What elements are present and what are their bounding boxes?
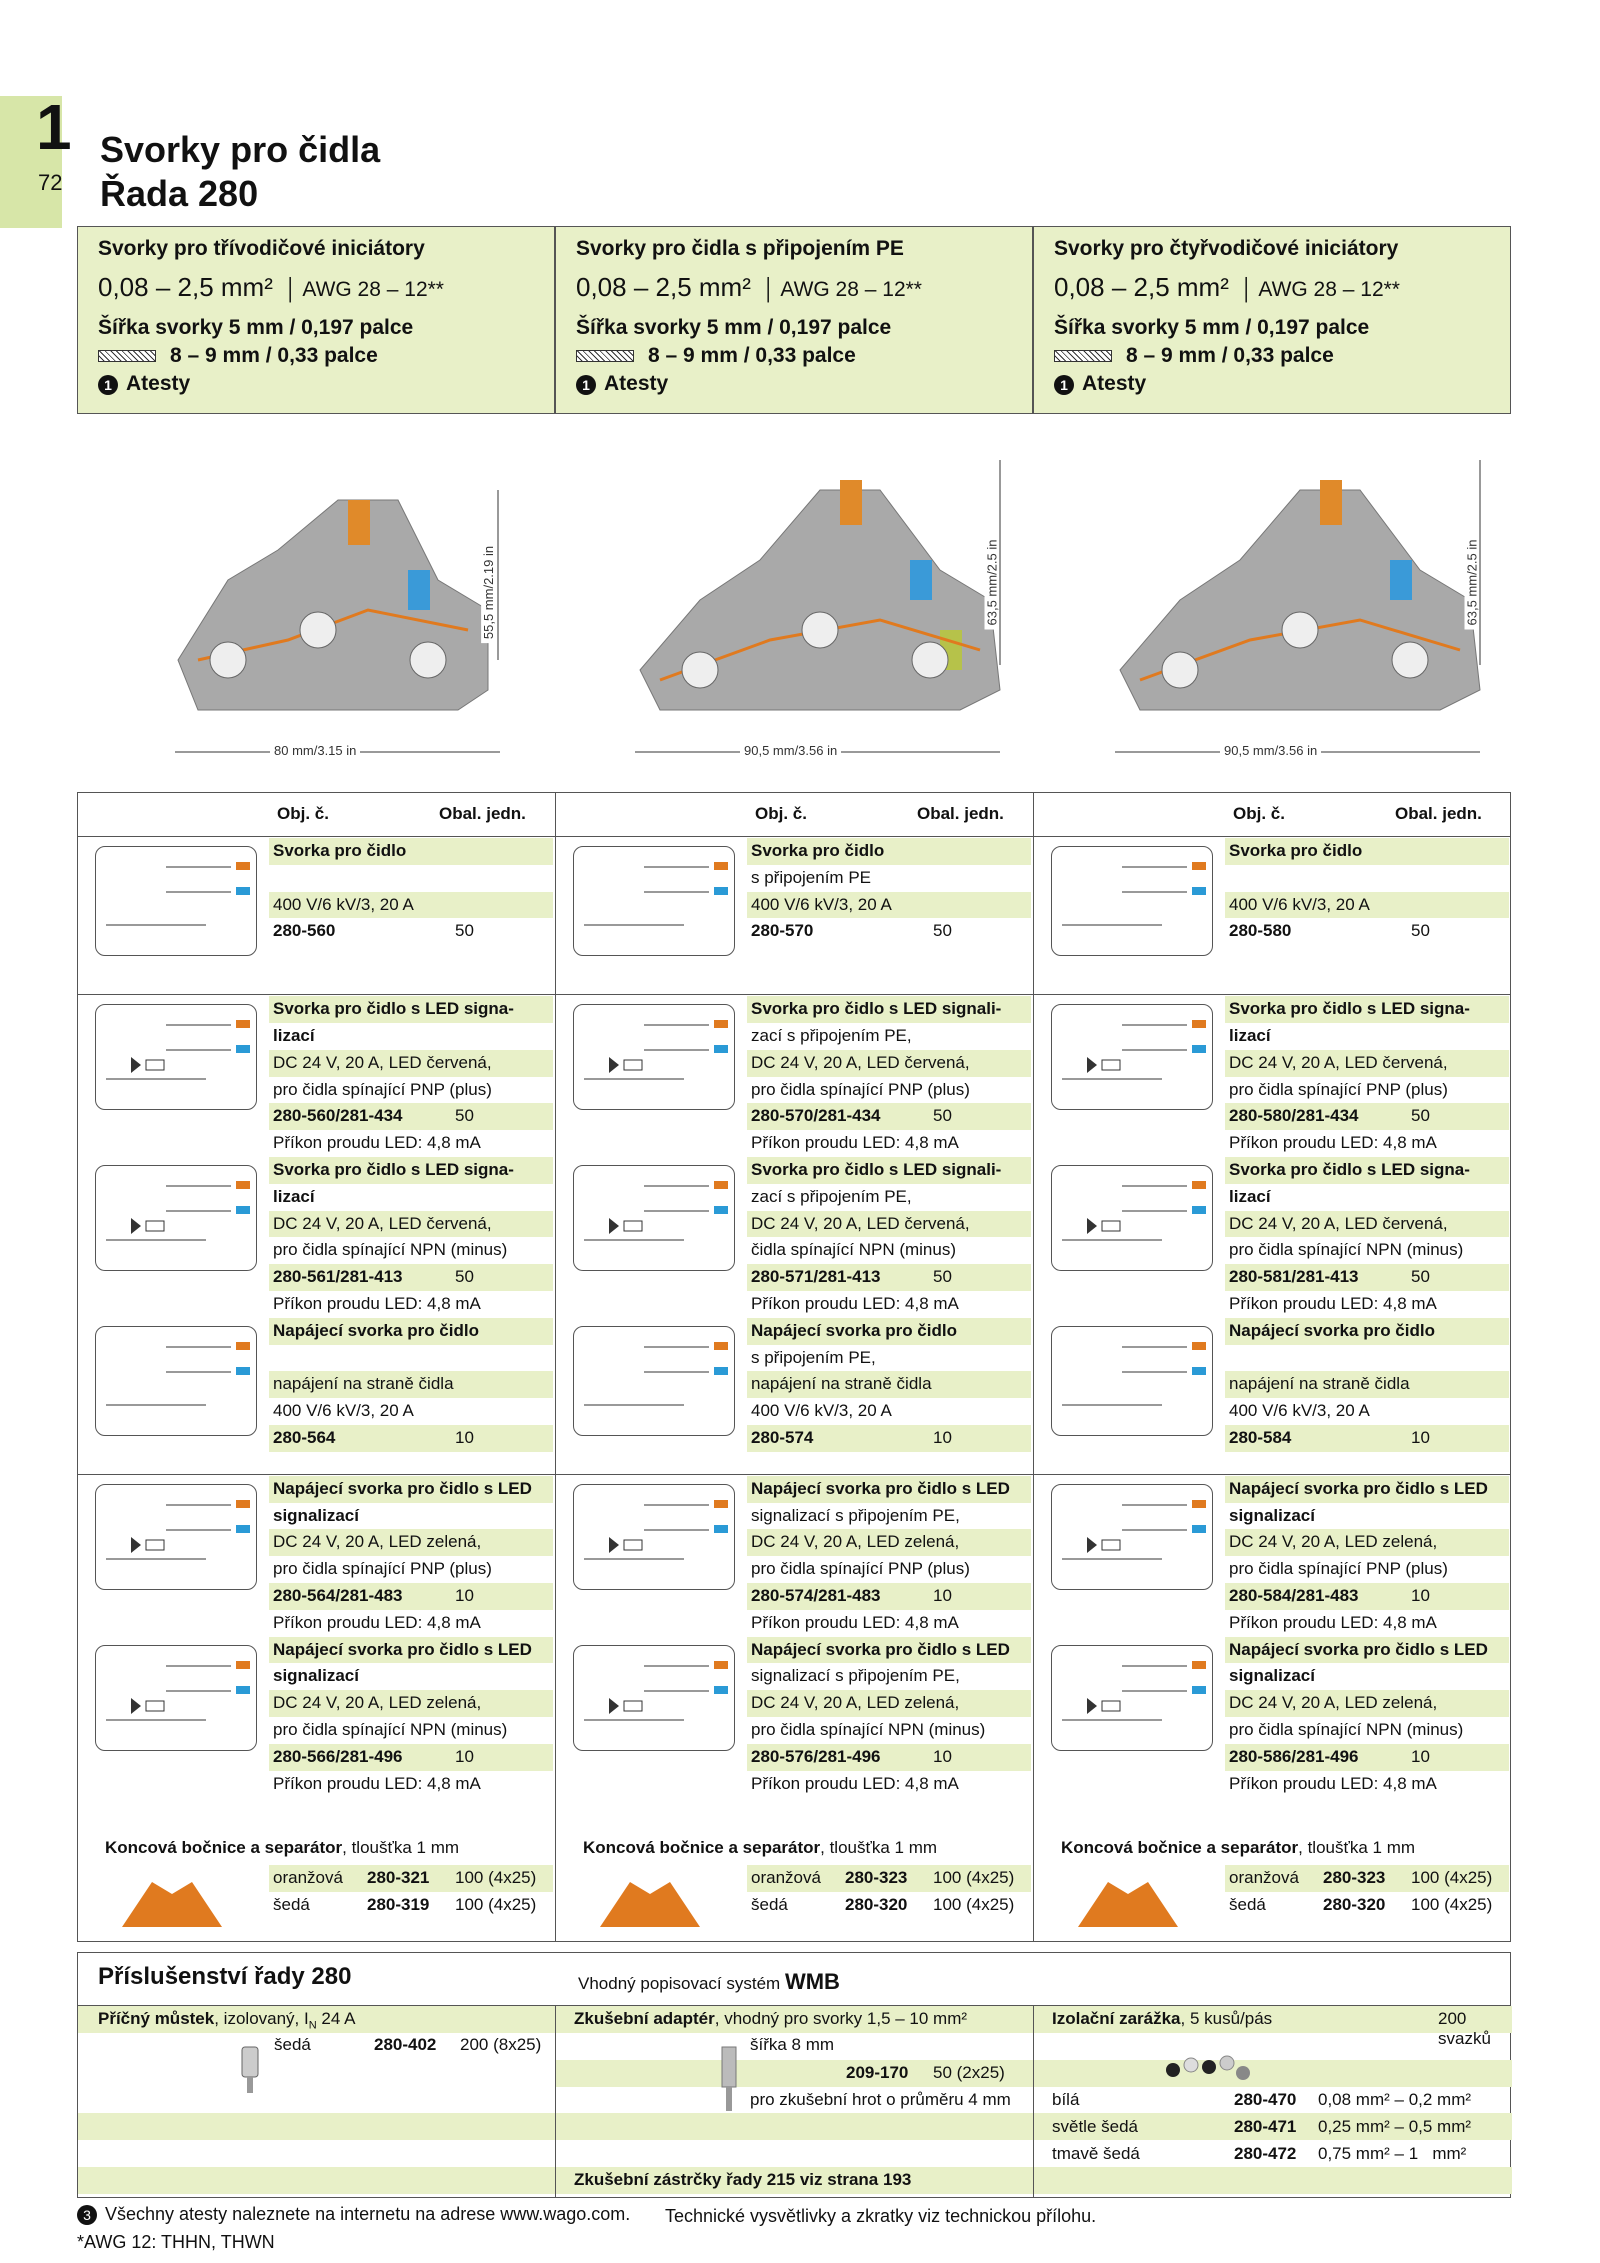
product-line: 280-580/281-434	[1229, 1106, 1359, 1126]
circuit-icon	[1052, 1005, 1212, 1109]
strip-length-icon	[576, 350, 634, 362]
product-line: DC 24 V, 20 A, LED zelená,	[751, 1693, 960, 1713]
product-line: signalizací	[273, 1505, 359, 1525]
approvals-icon: 1	[98, 375, 118, 395]
approvals-icon: 1	[576, 375, 596, 395]
product-line: Příkon proudu LED: 4,8 mA	[751, 1612, 959, 1632]
title-line-1: Svorky pro čidla	[100, 129, 381, 170]
col-head-pack: Obal. jedn.	[917, 804, 1004, 823]
circuit-icon	[574, 1005, 734, 1109]
end-plate-icon	[117, 1872, 227, 1932]
pack-unit: 10	[933, 1586, 952, 1606]
circuit-diagram	[95, 1645, 257, 1751]
product-line: Napájecí svorka pro čidlo s LED	[273, 1639, 532, 1659]
product-line: 280-576/281-496	[751, 1746, 881, 1766]
product-line: čidla spínající NPN (minus)	[751, 1240, 957, 1260]
header-box-2	[555, 226, 1033, 414]
stop-number: 280-470	[1234, 2090, 1297, 2109]
circuit-icon	[96, 1327, 256, 1435]
product-line: Příkon proudu LED: 4,8 mA	[1229, 1612, 1437, 1632]
pack-unit: 50	[455, 921, 474, 941]
end-plate-icon	[595, 1872, 705, 1932]
product-line: pro čidla spínající PNP (plus)	[751, 1079, 970, 1099]
wmb-note: Vhodný popisovací systém WMB	[578, 1969, 840, 1994]
product-line: Napájecí svorka pro čidlo	[273, 1320, 479, 1340]
footer-technical-note: Technické vysvětlivky a zkratky viz technickou přílohu.	[665, 2206, 1097, 2226]
stop-range: 0,75 mm² – 1 mm²	[1318, 2144, 1467, 2163]
product-line: pro čidla spínající PNP (plus)	[273, 1559, 492, 1579]
end-plate-color: šedá	[1229, 1894, 1266, 1914]
product-line: 400 V/6 kV/3, 20 A	[273, 894, 414, 914]
circuit-diagram	[573, 1165, 735, 1271]
stop-number: 280-472	[1234, 2144, 1297, 2163]
product-line: pro čidla spínající NPN (minus)	[751, 1720, 986, 1740]
bridge-icon	[238, 2045, 262, 2095]
end-plate-number: 280-319	[367, 1894, 430, 1914]
product-line: lizací	[273, 1025, 315, 1045]
dim-width-1: 80 mm/3.15 in	[270, 743, 360, 758]
circuit-diagram	[1051, 1484, 1213, 1590]
product-line: Svorka pro čidlo	[1229, 841, 1363, 860]
bridge-title: Příčný můstek, izolovaný, $I_N$ 24 A	[98, 2009, 356, 2032]
end-plate-pack: 100 (4x25)	[1411, 1868, 1493, 1887]
product-line: napájení na straně čidla	[1229, 1374, 1410, 1394]
circuit-icon	[574, 1327, 734, 1435]
circuit-icon	[1052, 1485, 1212, 1589]
product-line: napájení na straně čidla	[273, 1374, 454, 1394]
product-line: 280-570	[751, 921, 814, 941]
product-line: signalizací	[1229, 1505, 1315, 1525]
footer-awg-note: *AWG 12: THHN, THWN	[77, 2232, 275, 2252]
stop-number: 280-471	[1234, 2117, 1297, 2136]
product-line: s připojením PE	[751, 867, 871, 887]
header-wire-range: 0,08 – 2,5 mm² │ AWG 28 – 12**	[98, 272, 444, 302]
adapter-number: 209-170	[846, 2063, 909, 2082]
adapter-icon	[718, 2045, 742, 2115]
end-plate-title: Koncová bočnice a separátor, tloušťka 1 mm	[105, 1838, 460, 1857]
header-strip: 8 – 9 mm / 0,33 palce	[98, 342, 534, 370]
product-line: DC 24 V, 20 A, LED červená,	[1229, 1213, 1448, 1233]
product-line: 400 V/6 kV/3, 20 A	[1229, 894, 1370, 914]
accessories-table	[77, 1952, 1511, 2198]
circuit-icon	[1052, 1327, 1212, 1435]
product-line: DC 24 V, 20 A, LED zelená,	[1229, 1532, 1438, 1552]
product-line: DC 24 V, 20 A, LED červená,	[273, 1213, 492, 1233]
header-wire-range: 0,08 – 2,5 mm² │ AWG 28 – 12**	[576, 272, 922, 302]
stop-color: bílá	[1052, 2090, 1080, 2109]
dim-height-3: 63,5 mm/2.5 in	[1465, 536, 1480, 630]
product-line: 280-571/281-413	[751, 1267, 881, 1287]
pack-unit: 10	[455, 1746, 474, 1766]
col-head-pack: Obal. jedn.	[1395, 804, 1482, 823]
adapter-title: Zkušební adaptér, vhodný pro svorky 1,5 – 10 mm²	[574, 2009, 968, 2028]
end-plate-number: 280-320	[845, 1894, 908, 1914]
circuit-diagram	[95, 1165, 257, 1271]
end-plate-color: oranžová	[1229, 1868, 1299, 1887]
pack-unit: 10	[1411, 1427, 1430, 1447]
header-wire-range: 0,08 – 2,5 mm² │ AWG 28 – 12**	[1054, 272, 1400, 302]
product-line: Příkon proudu LED: 4,8 mA	[273, 1133, 481, 1153]
product-line: Svorka pro čidlo s LED signa-	[273, 1159, 514, 1179]
product-line: 400 V/6 kV/3, 20 A	[1229, 1401, 1370, 1421]
circuit-diagram	[573, 1326, 735, 1436]
end-plate-color: šedá	[751, 1894, 788, 1914]
product-line: DC 24 V, 20 A, LED zelená,	[273, 1532, 482, 1552]
circuit-diagram	[95, 1004, 257, 1110]
pack-unit: 50	[1411, 1106, 1430, 1126]
product-line: 280-566/281-496	[273, 1746, 403, 1766]
circuit-diagram	[1051, 1645, 1213, 1751]
accessories-title: Příslušenství řady 280	[98, 1963, 352, 1990]
bridge-number: 280-402	[374, 2035, 437, 2054]
terminal-photo-1	[178, 500, 488, 710]
product-line: s připojením PE,	[751, 1347, 876, 1367]
header-approvals: 1 Atesty	[576, 370, 1012, 398]
insulation-stop-pack: 200 svazků	[1438, 2009, 1491, 2048]
col-head-pack: Obal. jedn.	[439, 804, 526, 823]
header-title: Svorky pro třívodičové iniciátory	[98, 237, 425, 260]
pack-unit: 10	[933, 1427, 952, 1447]
insulation-stop-icon	[1163, 2045, 1253, 2095]
product-line: 280-560/281-434	[273, 1106, 403, 1126]
product-line: lizací	[273, 1186, 315, 1206]
end-plate-icon	[1073, 1872, 1183, 1932]
product-line: zací s připojením PE,	[751, 1186, 912, 1206]
circuit-icon	[1052, 1166, 1212, 1270]
header-title: Svorky pro čidla s připojením PE	[576, 237, 904, 260]
product-line: Příkon proudu LED: 4,8 mA	[273, 1293, 481, 1313]
circuit-diagram	[95, 1484, 257, 1590]
product-line: lizací	[1229, 1186, 1271, 1206]
page-number: 72	[38, 170, 63, 195]
product-line: 280-561/281-413	[273, 1267, 403, 1287]
strip-length-icon	[98, 350, 156, 362]
product-line: Svorka pro čidlo s LED signa-	[273, 999, 514, 1019]
strip-length-icon	[1054, 350, 1112, 362]
header-strip: 8 – 9 mm / 0,33 palce	[576, 342, 1012, 370]
header-width: Šířka svorky 5 mm / 0,197 palce	[98, 316, 414, 339]
end-plate-color: oranžová	[273, 1868, 343, 1887]
circuit-diagram	[573, 1484, 735, 1590]
product-line: Příkon proudu LED: 4,8 mA	[273, 1773, 481, 1793]
end-plate-pack: 100 (4x25)	[933, 1894, 1015, 1914]
circuit-icon	[574, 847, 734, 955]
product-line: Napájecí svorka pro čidlo	[1229, 1320, 1435, 1340]
bridge-pack: 200 (8x25)	[460, 2035, 542, 2054]
end-plate-title: Koncová bočnice a separátor, tloušťka 1 mm	[1061, 1838, 1416, 1857]
pack-unit: 10	[455, 1427, 474, 1447]
circuit-diagram	[95, 846, 257, 956]
header-box-1	[77, 226, 555, 414]
pack-unit: 10	[1411, 1746, 1430, 1766]
product-line: Příkon proudu LED: 4,8 mA	[1229, 1773, 1437, 1793]
product-line: Napájecí svorka pro čidlo s LED	[1229, 1478, 1488, 1498]
product-line: 280-586/281-496	[1229, 1746, 1359, 1766]
product-line: DC 24 V, 20 A, LED červená,	[751, 1213, 970, 1233]
circuit-diagram	[573, 1645, 735, 1751]
circuit-icon	[96, 1485, 256, 1589]
dim-height-2: 63,5 mm/2.5 in	[985, 536, 1000, 630]
header-box-3	[1033, 226, 1511, 414]
page-title	[100, 128, 380, 216]
product-line: Příkon proudu LED: 4,8 mA	[1229, 1133, 1437, 1153]
product-line: pro čidla spínající PNP (plus)	[1229, 1559, 1448, 1579]
product-line: Svorka pro čidlo	[751, 841, 885, 860]
pack-unit: 50	[933, 921, 952, 941]
product-line: pro čidla spínající PNP (plus)	[751, 1559, 970, 1579]
product-line: 280-580	[1229, 921, 1292, 941]
product-line: Svorka pro čidlo s LED signa-	[1229, 1159, 1470, 1179]
pack-unit: 10	[933, 1746, 952, 1766]
product-line: DC 24 V, 20 A, LED červená,	[273, 1052, 492, 1072]
pack-unit: 10	[455, 1586, 474, 1606]
product-line: pro čidla spínající PNP (plus)	[273, 1079, 492, 1099]
adapter-note: pro zkušební hrot o průměru 4 mm	[750, 2090, 1011, 2109]
circuit-icon	[96, 1166, 256, 1270]
product-line: signalizací	[1229, 1666, 1315, 1686]
chapter-number: 1	[36, 91, 72, 163]
stop-range: 0,25 mm² – 0,5 mm²	[1318, 2117, 1472, 2136]
product-line: pro čidla spínající NPN (minus)	[273, 1240, 508, 1260]
product-line: 280-574	[751, 1427, 814, 1447]
end-plate-title: Koncová bočnice a separátor, tloušťka 1 mm	[583, 1838, 938, 1857]
circuit-icon	[96, 1646, 256, 1750]
adapter-width: šířka 8 mm	[750, 2035, 835, 2054]
footer-approvals: 3 Všechny atesty naleznete na internetu na adrese www.wago.com.	[77, 2204, 630, 2225]
end-plate-number: 280-321	[367, 1868, 430, 1887]
terminal-photo-2	[640, 480, 1000, 710]
header-width: Šířka svorky 5 mm / 0,197 palce	[1054, 316, 1370, 339]
product-line: Napájecí svorka pro čidlo s LED	[751, 1639, 1010, 1659]
pack-unit: 50	[455, 1267, 474, 1287]
dim-height-1: 55,5 mm/2.19 in	[481, 542, 496, 643]
pack-unit: 10	[1411, 1586, 1430, 1606]
product-line: DC 24 V, 20 A, LED červená,	[1229, 1052, 1448, 1072]
product-line: Příkon proudu LED: 4,8 mA	[1229, 1293, 1437, 1313]
pack-unit: 50	[933, 1267, 952, 1287]
circuit-diagram	[95, 1326, 257, 1436]
product-line: lizací	[1229, 1025, 1271, 1045]
circuit-icon	[1052, 847, 1212, 955]
product-line: 280-584/281-483	[1229, 1586, 1359, 1606]
product-line: Napájecí svorka pro čidlo s LED	[751, 1478, 1010, 1498]
product-line: signalizací	[273, 1666, 359, 1686]
col-head-obj: Obj. č.	[755, 804, 807, 823]
product-line: 280-584	[1229, 1427, 1292, 1447]
pack-unit: 50	[1411, 921, 1430, 941]
terminal-photo-3	[1120, 480, 1480, 710]
product-line: Napájecí svorka pro čidlo s LED	[1229, 1639, 1488, 1659]
product-line: napájení na straně čidla	[751, 1374, 932, 1394]
product-line: Příkon proudu LED: 4,8 mA	[751, 1773, 959, 1793]
product-line: Svorka pro čidlo s LED signa-	[1229, 999, 1470, 1019]
product-line: 280-574/281-483	[751, 1586, 881, 1606]
header-approvals: 1 Atesty	[98, 370, 534, 398]
end-plate-pack: 100 (4x25)	[455, 1894, 537, 1914]
product-line: Svorka pro čidlo s LED signali-	[751, 999, 1002, 1019]
circuit-icon	[574, 1485, 734, 1589]
end-plate-pack: 100 (4x25)	[455, 1868, 537, 1887]
product-line: DC 24 V, 20 A, LED červená,	[751, 1052, 970, 1072]
product-line: 280-560	[273, 921, 336, 941]
circuit-icon	[574, 1646, 734, 1750]
stop-color: světle šedá	[1052, 2117, 1138, 2136]
circuit-diagram	[573, 846, 735, 956]
insulation-stop-title: Izolační zarážka, 5 kusů/pás	[1052, 2009, 1273, 2028]
stop-color: tmavě šedá	[1052, 2144, 1140, 2163]
dim-width-2: 90,5 mm/3.56 in	[740, 743, 841, 758]
product-line: 280-570/281-434	[751, 1106, 881, 1126]
circuit-icon	[96, 847, 256, 955]
product-line: Svorka pro čidlo	[273, 841, 407, 860]
circuit-diagram	[1051, 1004, 1213, 1110]
product-line: Příkon proudu LED: 4,8 mA	[751, 1293, 959, 1313]
header-title: Svorky pro čtyřvodičové iniciátory	[1054, 237, 1399, 260]
product-line: DC 24 V, 20 A, LED zelená,	[751, 1532, 960, 1552]
circuit-diagram	[573, 1004, 735, 1110]
product-line: zací s připojením PE,	[751, 1025, 912, 1045]
pack-unit: 50	[455, 1106, 474, 1126]
product-line: Svorka pro čidlo s LED signali-	[751, 1159, 1002, 1179]
product-line: 400 V/6 kV/3, 20 A	[751, 894, 892, 914]
pack-unit: 50	[933, 1106, 952, 1126]
circuit-diagram	[1051, 1165, 1213, 1271]
product-line: pro čidla spínající NPN (minus)	[1229, 1720, 1464, 1740]
circuit-diagram	[1051, 846, 1213, 956]
circuit-icon	[96, 1005, 256, 1109]
product-line: 400 V/6 kV/3, 20 A	[751, 1401, 892, 1421]
end-plate-color: oranžová	[751, 1868, 821, 1887]
end-plate-pack: 100 (4x25)	[933, 1868, 1015, 1887]
end-plate-color: šedá	[273, 1894, 310, 1914]
product-line: 280-564/281-483	[273, 1586, 403, 1606]
col-head-obj: Obj. č.	[1233, 804, 1285, 823]
product-line: pro čidla spínající PNP (plus)	[1229, 1079, 1448, 1099]
circuit-icon	[574, 1166, 734, 1270]
dim-width-3: 90,5 mm/3.56 in	[1220, 743, 1321, 758]
end-plate-number: 280-320	[1323, 1894, 1386, 1914]
approvals-icon: 1	[1054, 375, 1074, 395]
product-line: Příkon proudu LED: 4,8 mA	[273, 1612, 481, 1632]
product-line: signalizací s připojením PE,	[751, 1666, 960, 1686]
adapter-pack: 50 (2x25)	[933, 2063, 1005, 2082]
test-plug-note: Zkušební zástrčky řady 215 viz strana 193	[574, 2170, 912, 2189]
header-approvals: 1 Atesty	[1054, 370, 1490, 398]
header-strip: 8 – 9 mm / 0,33 palce	[1054, 342, 1490, 370]
product-line: 280-564	[273, 1427, 336, 1447]
end-plate-pack: 100 (4x25)	[1411, 1894, 1493, 1914]
pack-unit: 50	[1411, 1267, 1430, 1287]
product-line: signalizací s připojením PE,	[751, 1505, 960, 1525]
product-line: Příkon proudu LED: 4,8 mA	[751, 1133, 959, 1153]
product-line: Napájecí svorka pro čidlo s LED	[273, 1478, 532, 1498]
product-line: 400 V/6 kV/3, 20 A	[273, 1401, 414, 1421]
end-plate-number: 280-323	[1323, 1868, 1386, 1887]
circuit-diagram	[1051, 1326, 1213, 1436]
product-photos	[0, 440, 1600, 770]
bridge-color: šedá	[274, 2035, 311, 2054]
product-line: DC 24 V, 20 A, LED zelená,	[273, 1693, 482, 1713]
product-line: 280-581/281-413	[1229, 1267, 1359, 1287]
stop-range: 0,08 mm² – 0,2 mm²	[1318, 2090, 1472, 2109]
header-width: Šířka svorky 5 mm / 0,197 palce	[576, 316, 892, 339]
circuit-icon	[1052, 1646, 1212, 1750]
end-plate-number: 280-323	[845, 1868, 908, 1887]
product-line: Napájecí svorka pro čidlo	[751, 1320, 957, 1340]
product-line: DC 24 V, 20 A, LED zelená,	[1229, 1693, 1438, 1713]
product-line: pro čidla spínající NPN (minus)	[1229, 1240, 1464, 1260]
title-line-2: Řada 280	[100, 173, 259, 214]
col-head-obj: Obj. č.	[277, 804, 329, 823]
product-line: pro čidla spínající NPN (minus)	[273, 1720, 508, 1740]
